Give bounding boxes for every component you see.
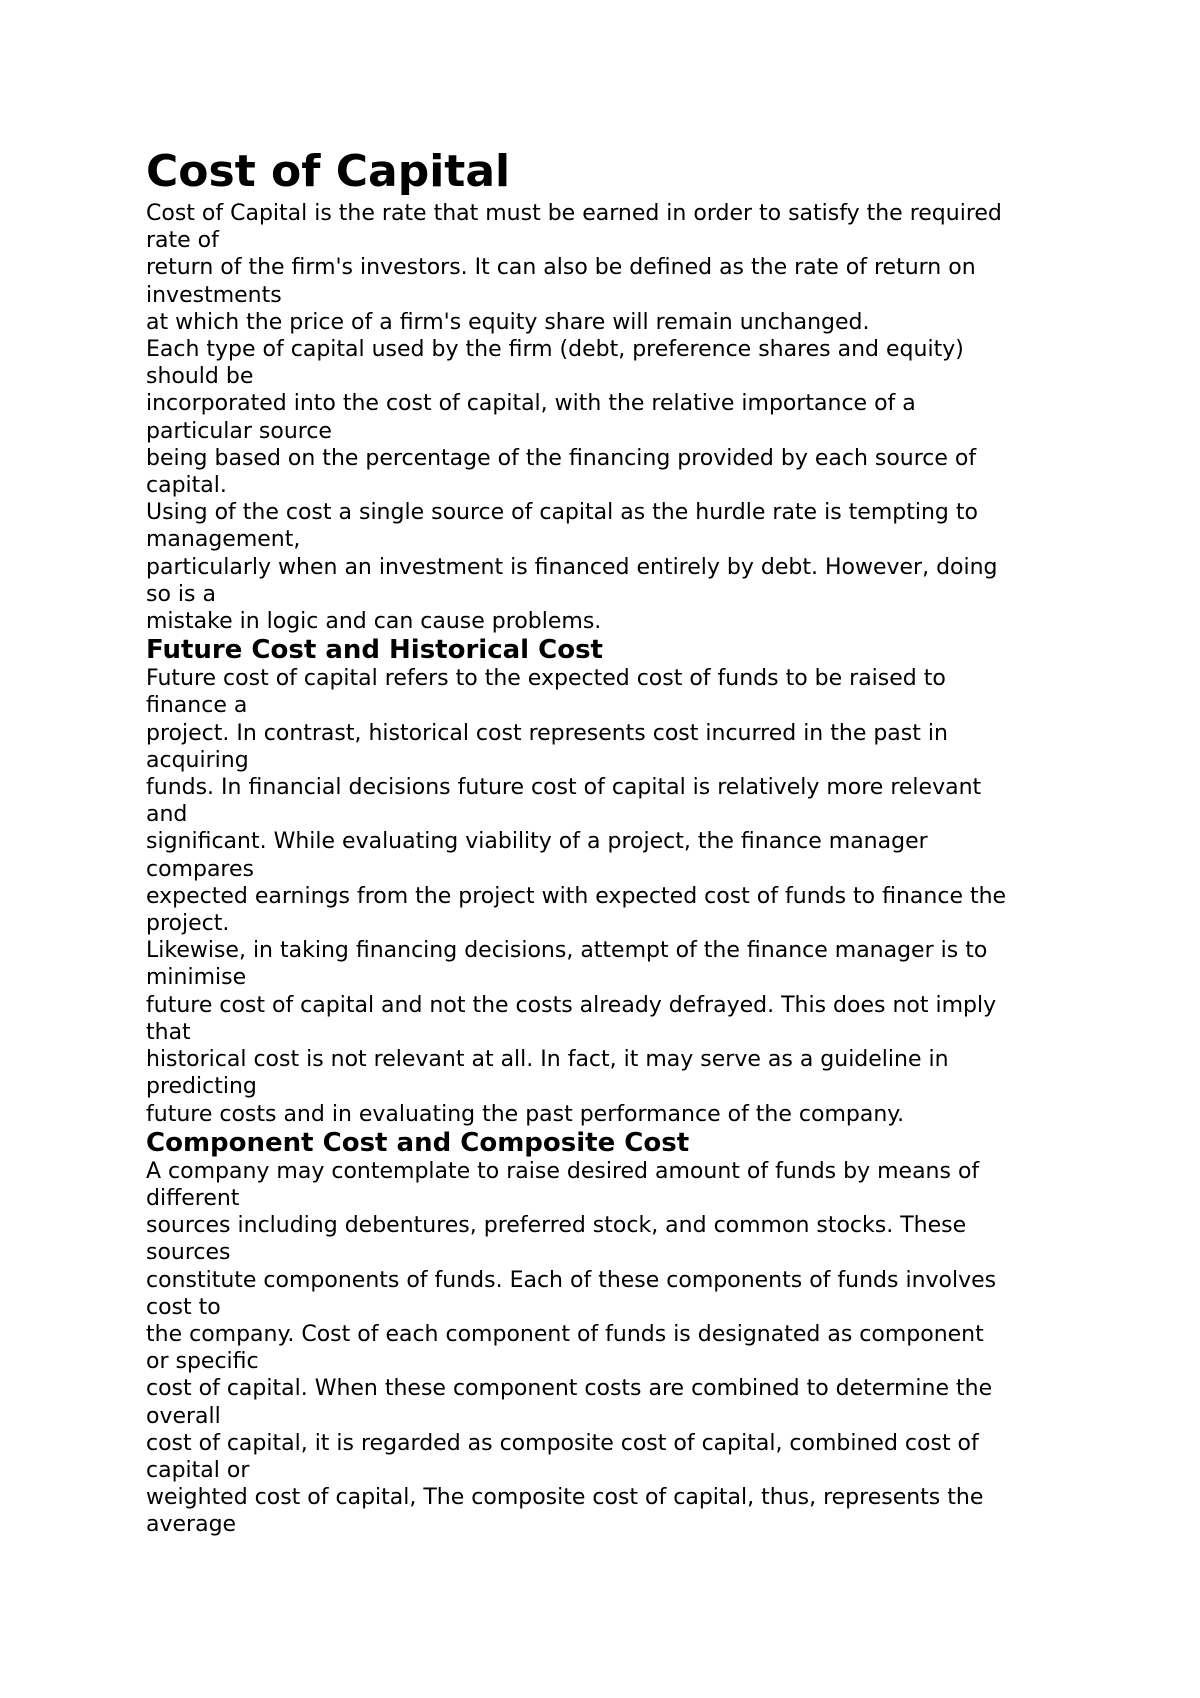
- text-line: return of the firm's investors. It can also be defined as the rate of return on: [146, 255, 976, 281]
- document-title: Cost of Capital: [146, 146, 511, 197]
- text-line: should be: [146, 364, 254, 390]
- text-line: mistake in logic and can cause problems.: [146, 609, 602, 635]
- text-line: Likewise, in taking financing decisions, attempt of the finance manager is to: [146, 938, 988, 964]
- text-line: cost to: [146, 1294, 221, 1320]
- section-body-component-composite: [146, 1158, 1076, 1539]
- text-line: Future cost of capital refers to the expected cost of funds to be raised to: [146, 666, 946, 692]
- text-line: and: [146, 802, 188, 828]
- text-line: the company. Cost of each component of funds is designated as component: [146, 1321, 984, 1347]
- text-line: or specific: [146, 1349, 259, 1375]
- text-line: predicting: [146, 1074, 257, 1100]
- text-line: average: [146, 1512, 237, 1538]
- text-line: particularly when an investment is financed entirely by debt. However, doing: [146, 554, 998, 580]
- text-line: project. In contrast, historical cost represents cost incurred in the past in: [146, 720, 948, 746]
- text-line: overall: [146, 1403, 221, 1429]
- text-line: A company may contemplate to raise desired amount of funds by means of: [146, 1158, 980, 1184]
- text-line: compares: [146, 856, 254, 882]
- text-line: minimise: [146, 965, 247, 991]
- section-heading-component-composite: Component Cost and Composite Cost: [146, 1127, 690, 1158]
- text-line: Each type of capital used by the firm (debt, preference shares and equity): [146, 337, 964, 363]
- text-line: acquiring: [146, 747, 249, 773]
- text-line: future cost of capital and not the costs already defrayed. This does not imply: [146, 992, 997, 1018]
- text-line: significant. While evaluating viability of a project, the finance manager: [146, 829, 928, 855]
- text-line: funds. In financial decisions future cost of capital is relatively more relevant: [146, 775, 982, 801]
- text-line: so is a: [146, 581, 216, 607]
- text-line: sources: [146, 1240, 231, 1266]
- text-line: sources including debentures, preferred stock, and common stocks. These: [146, 1213, 967, 1239]
- text-line: cost of capital, it is regarded as composite cost of capital, combined cost of: [146, 1430, 979, 1456]
- text-line: incorporated into the cost of capital, with the relative importance of a: [146, 391, 916, 417]
- text-line: rate of: [146, 228, 219, 254]
- section-heading-future-historical: Future Cost and Historical Cost: [146, 635, 603, 666]
- text-line: constitute components of funds. Each of these components of funds involves: [146, 1267, 997, 1293]
- text-line: weighted cost of capital, The composite cost of capital, thus, represents the: [146, 1485, 984, 1511]
- intro-paragraph: [146, 200, 1076, 635]
- document-page: [146, 144, 1076, 1539]
- text-line: at which the price of a firm's equity share will remain unchanged.: [146, 309, 870, 335]
- text-line: project.: [146, 911, 230, 937]
- text-line: future costs and in evaluating the past performance of the company.: [146, 1101, 905, 1127]
- text-line: that: [146, 1019, 191, 1045]
- text-line: capital.: [146, 473, 227, 499]
- text-line: Using of the cost a single source of capital as the hurdle rate is tempting to: [146, 500, 978, 526]
- text-line: Cost of Capital is the rate that must be earned in order to satisfy the required: [146, 201, 1002, 226]
- text-line: management,: [146, 527, 301, 553]
- section-body-future-historical: [146, 665, 1076, 1127]
- text-line: historical cost is not relevant at all. In fact, it may serve as a guideline in: [146, 1047, 949, 1073]
- text-line: particular source: [146, 418, 332, 444]
- text-line: being based on the percentage of the financing provided by each source of: [146, 445, 977, 471]
- text-line: expected earnings from the project with expected cost of funds to finance the: [146, 883, 1007, 909]
- text-line: cost of capital. When these component costs are combined to determine the: [146, 1376, 993, 1402]
- text-line: finance a: [146, 693, 248, 719]
- text-line: different: [146, 1185, 240, 1211]
- text-line: investments: [146, 282, 282, 308]
- text-line: capital or: [146, 1457, 250, 1483]
